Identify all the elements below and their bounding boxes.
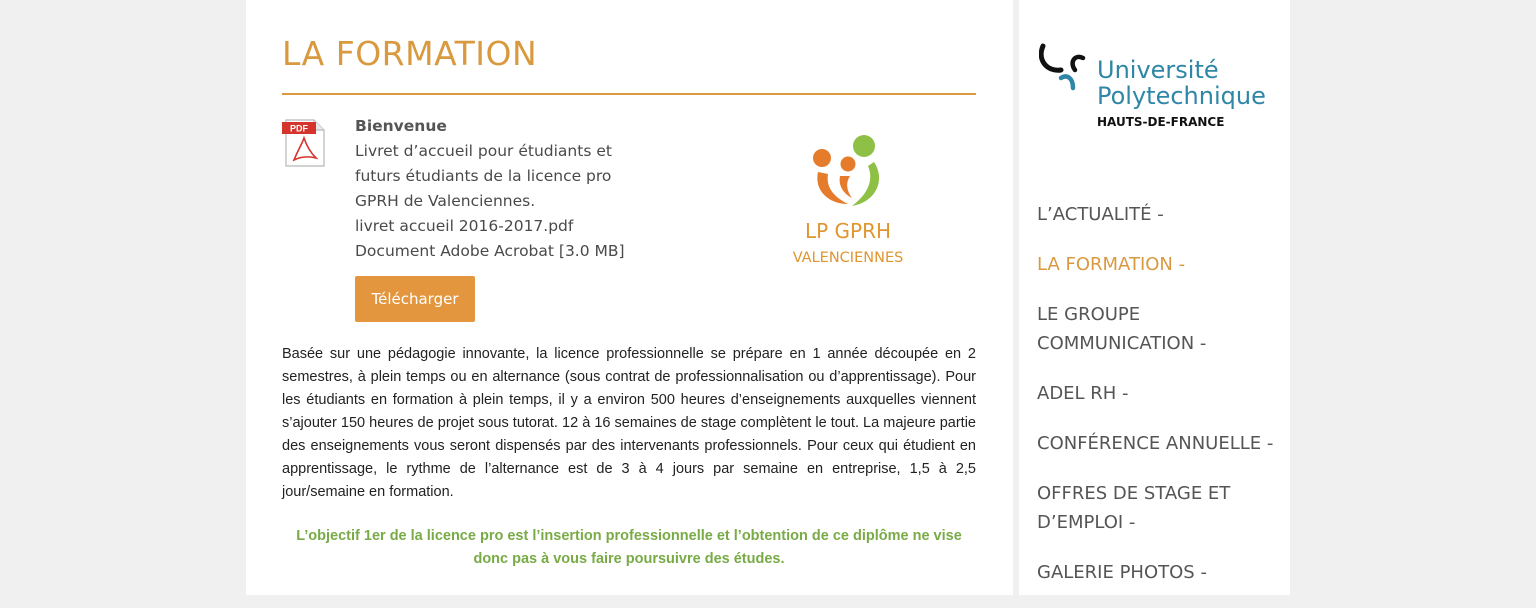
download-filetype: Document Adobe Acrobat [3.0 MB] — [355, 242, 625, 260]
download-button[interactable]: Télécharger — [355, 276, 475, 322]
objective-statement — [282, 525, 976, 571]
logo-mark-black-small — [1073, 57, 1083, 70]
logo-mark-teal — [1061, 76, 1073, 88]
nav-item-offres-line1[interactable]: OFFRES DE STAGE ET — [1037, 483, 1231, 504]
formation-description: Basée sur une pédagogie innovante, la licence professionnelle se prépare en 1 année découpée en 2 semestres, à plein temps ou en alternance (sous contrat de professionnalisation ou d’apprentissage). Pour les étudiants en formation à plein temps, il y a environ 500 heures d’enseignements auxquelles viennent s’ajouter 150 heures de projet sous tutorat. 12 à 16 semaines de stage complètent le tout. La majeure partie des enseignements vous seront dispensés par des intervenants professionnels. Pour ceux qui étudient en apprentissage, le rythme de l’alternance est de 3 à 4 jours par semaine en entreprise, 1,5 à 2,5 jour/semaine en formation. — [282, 346, 976, 500]
download-info — [355, 114, 655, 264]
logo-text-universite: Université — [1097, 56, 1219, 84]
objective-line-2: donc pas à vous faire poursuivre des études. — [473, 551, 785, 567]
logo-person-orange-small — [841, 157, 856, 172]
nav-item-galerie-photos[interactable]: GALERIE PHOTOS - — [1037, 562, 1207, 583]
nav-item-offres-line2[interactable]: D’EMPLOI - — [1037, 512, 1136, 533]
download-filename: livret accueil 2016-2017.pdf — [355, 217, 574, 235]
nav-item-groupe-communication-line1[interactable]: LE GROUPE — [1037, 304, 1141, 325]
download-heading: Bienvenue — [355, 117, 447, 135]
logo-arc-green — [852, 162, 879, 206]
objective-line-1: L’objectif 1er de la licence pro est l’insertion professionnelle et l’obtention de ce diplôme ne vise — [296, 528, 962, 544]
main-navigation — [1037, 200, 1287, 608]
universite-polytechnique-logo[interactable] — [1039, 40, 1279, 132]
main-content — [246, 0, 1013, 595]
nav-item-formation[interactable]: LA FORMATION - — [1037, 254, 1186, 275]
title-divider — [282, 93, 976, 95]
nav-item-conference-annuelle[interactable]: CONFÉRENCE ANNUELLE - — [1037, 433, 1274, 454]
logo-text-lp-gprh: LP GPRH — [804, 219, 892, 243]
logo-text-valenciennes: VALENCIENNES — [792, 250, 904, 266]
sidebar — [1019, 0, 1290, 595]
nav-item-actualite[interactable]: L’ACTUALITÉ - — [1037, 204, 1164, 225]
logo-text-polytechnique: Polytechnique — [1097, 82, 1266, 110]
logo-text-hauts-de-france: HAUTS-DE-FRANCE — [1097, 115, 1225, 129]
pdf-file-icon[interactable] — [282, 118, 328, 168]
nav-item-adel-rh[interactable]: ADEL RH - — [1037, 383, 1129, 404]
logo-arc-orange-small — [840, 176, 852, 198]
page-title: LA FORMATION — [282, 34, 538, 73]
logo-person-green — [853, 135, 875, 157]
pdf-icon-label: PDF — [290, 123, 308, 134]
lp-gprh-logo — [782, 128, 912, 268]
logo-mark-black — [1041, 46, 1061, 70]
download-description: Livret d’accueil pour étudiants et futurs étudiants de la licence pro GPRH de Valenciennes. — [355, 142, 612, 210]
logo-person-orange — [813, 149, 831, 167]
nav-item-groupe-communication-line2[interactable]: COMMUNICATION - — [1037, 333, 1207, 354]
